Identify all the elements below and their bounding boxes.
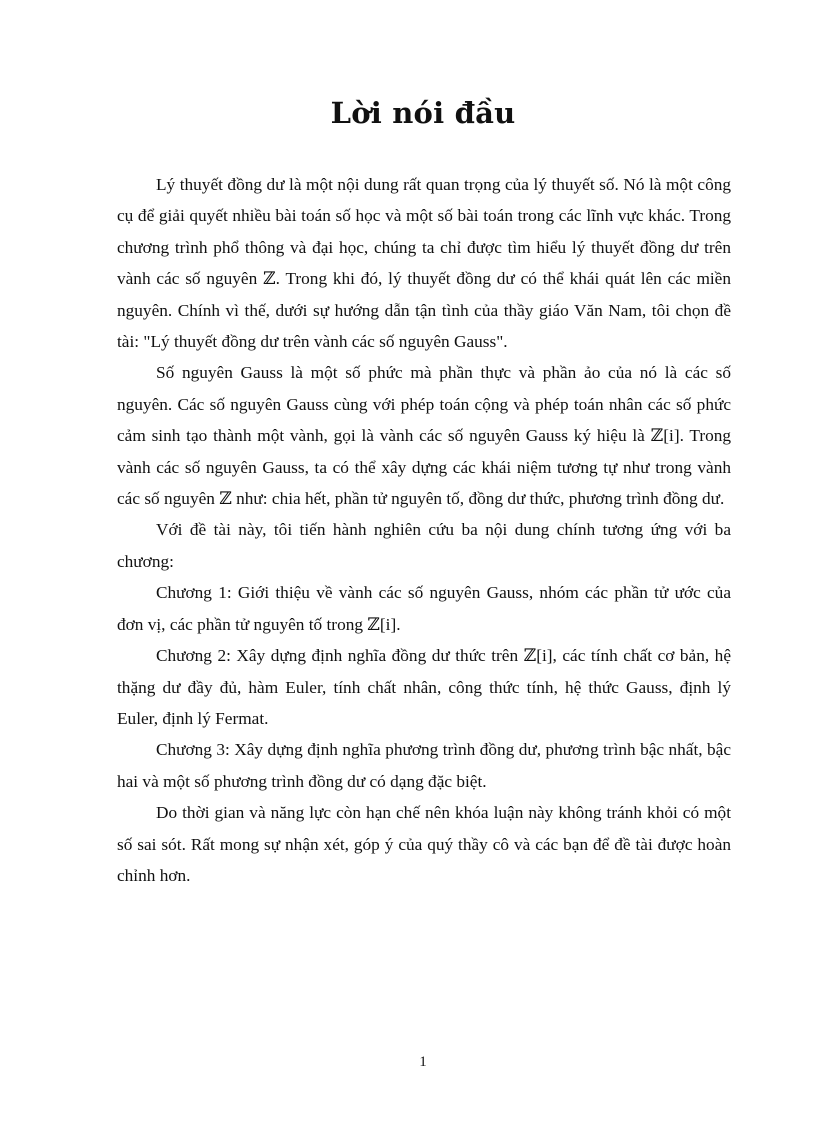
paragraph-gaussian-integers: Số nguyên Gauss là một số phức mà phần thực và phần ảo của nó là các số nguyên. Các số nguyên Gauss cùng với phép toán cộng và phép toán nhân các số phức cảm sinh tạo thành một vành, gọi là vành các số nguyên Gauss ký hiệu là ℤ[i]. Trong vành các số nguyên Gauss, ta có thể xây dựng các khái niệm tương tự như trong vành các số nguyên ℤ như: chia hết, phần tử nguyên tố, đồng dư thức, phương trình đồng dư. [117, 363, 731, 509]
preface-body [117, 169, 731, 891]
page-title: Lời nói đầu [330, 96, 516, 130]
paragraph-closing: Do thời gian và năng lực còn hạn chế nên khóa luận này không tránh khỏi có một số sai sót. Rất mong sự nhận xét, góp ý của quý thầy cô và các bạn để đề tài được hoàn chỉnh hơn. [117, 803, 731, 885]
page-number: 1 [419, 1054, 427, 1070]
paragraph-chapter-1: Chương 1: Giới thiệu về vành các số nguyên Gauss, nhóm các phần tử ước của đơn vị, các phần tử nguyên tố trong ℤ[i]. [117, 583, 731, 634]
paragraph-intro: Lý thuyết đồng dư là một nội dung rất quan trọng của lý thuyết số. Nó là một công cụ để giải quyết nhiều bài toán số học và một số bài toán trong các lĩnh vực khác. Trong chương trình phổ thông và đại học, chúng ta chỉ được tìm hiểu lý thuyết đồng dư trên vành các số nguyên ℤ. Trong khi đó, lý thuyết đồng dư có thể khái quát lên các miền nguyên. Chính vì thế, dưới sự hướng dẫn tận tình của thầy giáo Văn Nam, tôi chọn đề tài: "Lý thuyết đồng dư trên vành các số nguyên Gauss". [117, 175, 731, 352]
paragraph-chapter-2: Chương 2: Xây dựng định nghĩa đồng dư thức trên ℤ[i], các tính chất cơ bản, hệ thặng dư đầy đủ, hàm Euler, tính chất nhân, công thức tính, hệ thức Gauss, định lý Euler, định lý Fermat. [117, 646, 731, 728]
paragraph-research-overview: Với đề tài này, tôi tiến hành nghiên cứu ba nội dung chính tương ứng với ba chương: [117, 520, 731, 571]
paragraph-chapter-3: Chương 3: Xây dựng định nghĩa phương trình đồng dư, phương trình bậc nhất, bậc hai và một số phương trình đồng dư có dạng đặc biệt. [117, 740, 731, 791]
